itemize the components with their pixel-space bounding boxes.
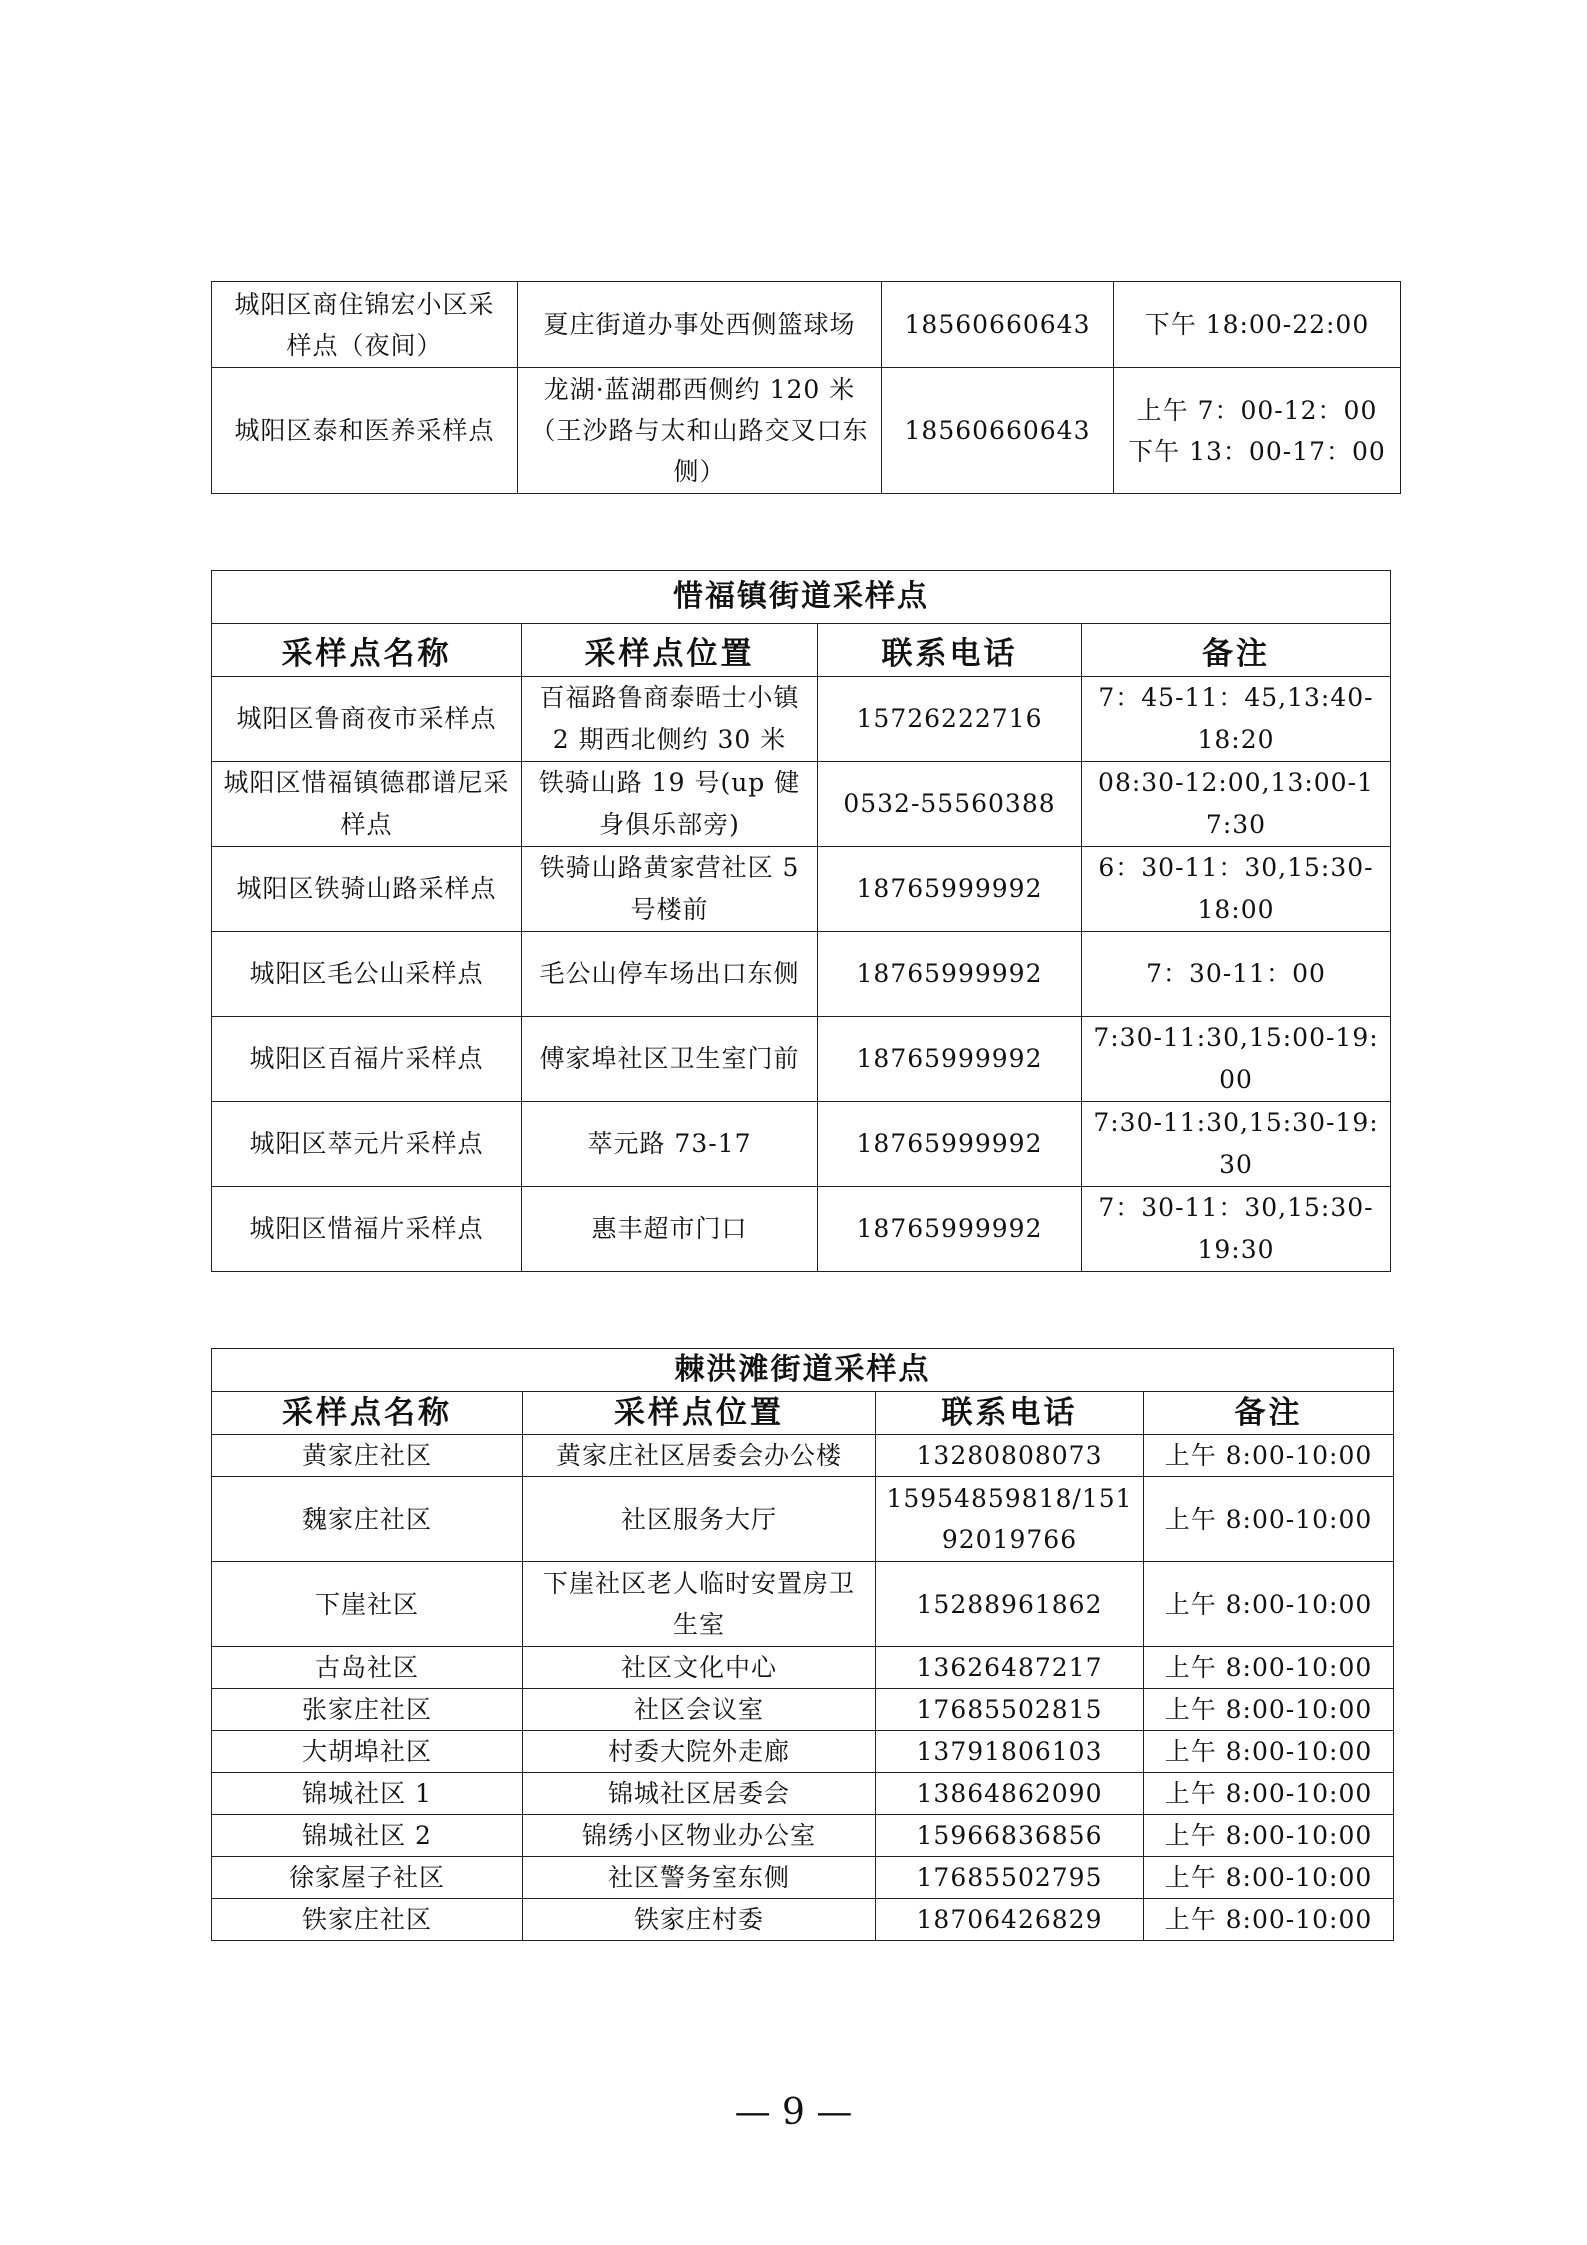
site-location: 惠丰超市门口 bbox=[522, 1187, 818, 1272]
table-row bbox=[212, 1187, 1391, 1272]
table-title-row bbox=[212, 571, 1391, 624]
site-name: 城阳区惜福镇德郡谱尼采样点 bbox=[212, 762, 522, 847]
site-phone: 18765999992 bbox=[818, 847, 1082, 932]
site-name: 张家庄社区 bbox=[212, 1689, 523, 1731]
site-name: 城阳区铁骑山路采样点 bbox=[212, 847, 522, 932]
site-location: 下崖社区老人临时安置房卫生室 bbox=[523, 1562, 876, 1647]
site-name: 城阳区鲁商夜市采样点 bbox=[212, 677, 522, 762]
site-location: 社区警务室东侧 bbox=[523, 1857, 876, 1899]
header-location: 采样点位置 bbox=[523, 1392, 876, 1435]
site-note: 上午 8:00-10:00 bbox=[1144, 1899, 1394, 1941]
site-phone: 13626487217 bbox=[876, 1647, 1144, 1689]
table-row bbox=[212, 282, 1401, 368]
site-name: 大胡埠社区 bbox=[212, 1731, 523, 1773]
table-row bbox=[212, 1731, 1394, 1773]
site-location: 社区服务大厅 bbox=[523, 1477, 876, 1562]
site-note bbox=[1114, 368, 1401, 494]
site-name: 锦城社区 2 bbox=[212, 1815, 523, 1857]
site-phone: 13864862090 bbox=[876, 1773, 1144, 1815]
site-location: 铁家庄村委 bbox=[523, 1899, 876, 1941]
site-location: 毛公山停车场出口东侧 bbox=[522, 932, 818, 1017]
site-note: 上午 8:00-10:00 bbox=[1144, 1857, 1394, 1899]
header-note: 备注 bbox=[1144, 1392, 1394, 1435]
header-location: 采样点位置 bbox=[522, 624, 818, 677]
site-location: 百福路鲁商泰晤士小镇 2 期西北侧约 30 米 bbox=[522, 677, 818, 762]
site-name: 城阳区泰和医养采样点 bbox=[212, 368, 518, 494]
site-note: 08:30-12:00,13:00-17:30 bbox=[1082, 762, 1391, 847]
table-row bbox=[212, 1435, 1394, 1477]
site-note: 下午 18:00-22:00 bbox=[1114, 282, 1401, 368]
table-row bbox=[212, 1815, 1394, 1857]
site-phone: 17685502815 bbox=[876, 1689, 1144, 1731]
site-name: 锦城社区 1 bbox=[212, 1773, 523, 1815]
site-phone: 13280808073 bbox=[876, 1435, 1144, 1477]
table-row bbox=[212, 1689, 1394, 1731]
site-location: 铁骑山路黄家营社区 5 号楼前 bbox=[522, 847, 818, 932]
site-note-line: 上午 7：00-12：00 bbox=[1136, 395, 1378, 425]
site-note: 7：30-11：30,15:30-19:30 bbox=[1082, 1187, 1391, 1272]
site-note: 上午 8:00-10:00 bbox=[1144, 1689, 1394, 1731]
site-phone: 0532-55560388 bbox=[818, 762, 1082, 847]
site-location: 萃元路 73-17 bbox=[522, 1102, 818, 1187]
site-name: 城阳区商住锦宏小区采样点（夜间） bbox=[212, 282, 518, 368]
site-name: 铁家庄社区 bbox=[212, 1899, 523, 1941]
table-row bbox=[212, 1857, 1394, 1899]
site-phone: 15966836856 bbox=[876, 1815, 1144, 1857]
site-note: 上午 8:00-10:00 bbox=[1144, 1435, 1394, 1477]
site-name: 徐家屋子社区 bbox=[212, 1857, 523, 1899]
site-location: 夏庄街道办事处西侧篮球场 bbox=[518, 282, 882, 368]
site-phone: 17685502795 bbox=[876, 1857, 1144, 1899]
sampling-table-continued bbox=[211, 281, 1401, 494]
table-title: 棘洪滩街道采样点 bbox=[212, 1349, 1394, 1392]
table-row bbox=[212, 1562, 1394, 1647]
table-row bbox=[212, 1773, 1394, 1815]
site-name: 下崖社区 bbox=[212, 1562, 523, 1647]
table-row bbox=[212, 847, 1391, 932]
header-note: 备注 bbox=[1082, 624, 1391, 677]
site-phone: 18765999992 bbox=[818, 1017, 1082, 1102]
table-row bbox=[212, 677, 1391, 762]
table-title: 惜福镇街道采样点 bbox=[212, 571, 1391, 624]
site-phone: 18765999992 bbox=[818, 1187, 1082, 1272]
site-location: 龙湖·蓝湖郡西侧约 120 米（王沙路与太和山路交叉口东侧） bbox=[518, 368, 882, 494]
site-name: 魏家庄社区 bbox=[212, 1477, 523, 1562]
site-note: 上午 8:00-10:00 bbox=[1144, 1477, 1394, 1562]
site-note: 7：30-11：00 bbox=[1082, 932, 1391, 1017]
site-phone: 15954859818/15192019766 bbox=[876, 1477, 1144, 1562]
site-name: 黄家庄社区 bbox=[212, 1435, 523, 1477]
header-name: 采样点名称 bbox=[212, 1392, 523, 1435]
site-location: 铁骑山路 19 号(up 健身俱乐部旁) bbox=[522, 762, 818, 847]
jihongtan-sampling-table bbox=[211, 1348, 1394, 1941]
page-number: — 9 — bbox=[734, 2092, 853, 2133]
table-row bbox=[212, 932, 1391, 1017]
site-location: 锦绣小区物业办公室 bbox=[523, 1815, 876, 1857]
site-note: 6：30-11：30,15:30-18:00 bbox=[1082, 847, 1391, 932]
site-note: 上午 8:00-10:00 bbox=[1144, 1815, 1394, 1857]
site-name: 古岛社区 bbox=[212, 1647, 523, 1689]
site-phone: 18765999992 bbox=[818, 1102, 1082, 1187]
site-phone: 18560660643 bbox=[882, 368, 1114, 494]
table-title-row bbox=[212, 1349, 1394, 1392]
site-note: 上午 8:00-10:00 bbox=[1144, 1773, 1394, 1815]
table-header-row bbox=[212, 1392, 1394, 1435]
site-phone: 15726222716 bbox=[818, 677, 1082, 762]
table-row bbox=[212, 1102, 1391, 1187]
header-phone: 联系电话 bbox=[818, 624, 1082, 677]
site-phone: 18765999992 bbox=[818, 932, 1082, 1017]
table-row bbox=[212, 368, 1401, 494]
site-note: 7：45-11：45,13:40-18:20 bbox=[1082, 677, 1391, 762]
site-location: 社区会议室 bbox=[523, 1689, 876, 1731]
table-row bbox=[212, 1477, 1394, 1562]
site-name: 城阳区惜福片采样点 bbox=[212, 1187, 522, 1272]
site-phone: 18706426829 bbox=[876, 1899, 1144, 1941]
site-phone: 15288961862 bbox=[876, 1562, 1144, 1647]
table-row bbox=[212, 1647, 1394, 1689]
site-note: 7:30-11:30,15:30-19:30 bbox=[1082, 1102, 1391, 1187]
table-row bbox=[212, 1899, 1394, 1941]
site-location: 傅家埠社区卫生室门前 bbox=[522, 1017, 818, 1102]
site-location: 村委大院外走廊 bbox=[523, 1731, 876, 1773]
site-note: 7:30-11:30,15:00-19:00 bbox=[1082, 1017, 1391, 1102]
site-note: 上午 8:00-10:00 bbox=[1144, 1731, 1394, 1773]
header-name: 采样点名称 bbox=[212, 624, 522, 677]
xifu-sampling-table bbox=[211, 570, 1391, 1272]
site-location: 社区文化中心 bbox=[523, 1647, 876, 1689]
site-phone: 18560660643 bbox=[882, 282, 1114, 368]
site-name: 城阳区萃元片采样点 bbox=[212, 1102, 522, 1187]
site-note: 上午 8:00-10:00 bbox=[1144, 1647, 1394, 1689]
table-row bbox=[212, 1017, 1391, 1102]
table-row bbox=[212, 762, 1391, 847]
site-name: 城阳区百福片采样点 bbox=[212, 1017, 522, 1102]
site-note-line: 下午 13：00-17：00 bbox=[1128, 436, 1386, 466]
site-name: 城阳区毛公山采样点 bbox=[212, 932, 522, 1017]
site-location: 黄家庄社区居委会办公楼 bbox=[523, 1435, 876, 1477]
site-phone: 13791806103 bbox=[876, 1731, 1144, 1773]
site-note: 上午 8:00-10:00 bbox=[1144, 1562, 1394, 1647]
header-phone: 联系电话 bbox=[876, 1392, 1144, 1435]
table-header-row bbox=[212, 624, 1391, 677]
site-location: 锦城社区居委会 bbox=[523, 1773, 876, 1815]
